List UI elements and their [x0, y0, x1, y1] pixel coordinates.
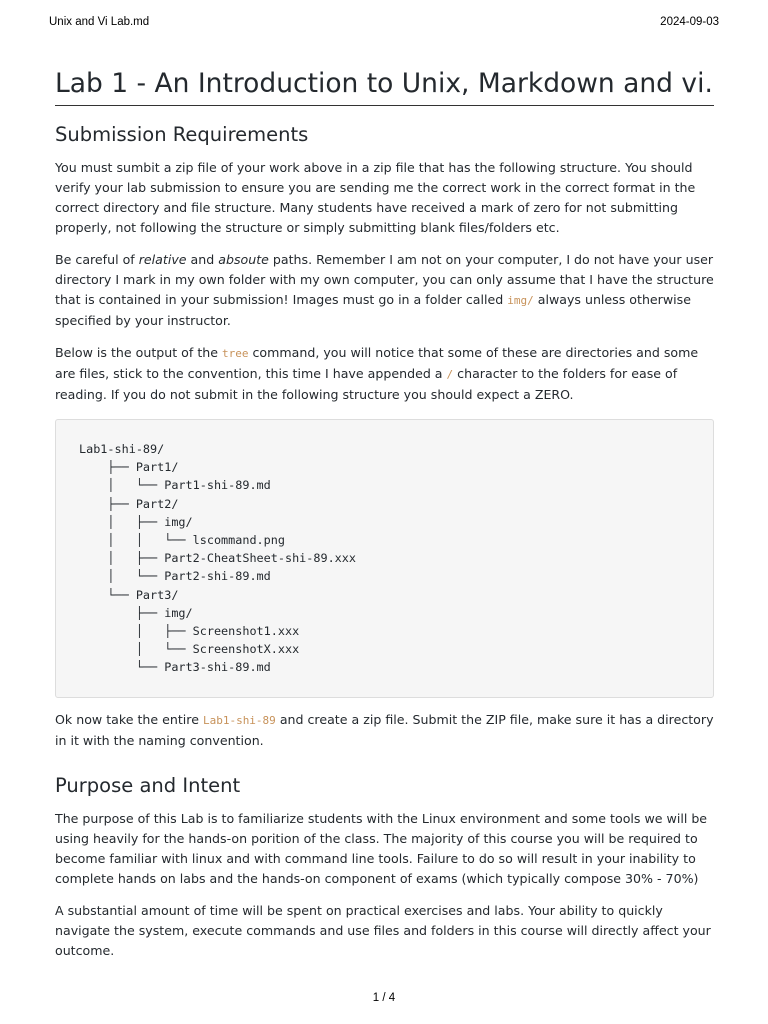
page-number: 1 / 4 [372, 992, 396, 1004]
print-header [49, 16, 719, 28]
text-run: and create a zip file. Submit the ZIP file, make sure it has a directory in it with the naming convention. [55, 711, 714, 748]
paragraph-submission-intro: You must sumbit a zip file of your work above in a zip file that has the following structure. You should verify your lab submission to ensure you are sending me the correct work in the correct format in the correct directory and file structure. Many students have received a mark of zero for not submitting properly, not following the structure or simply submitting blank files/folders etc. [55, 160, 696, 235]
text-run: Ok now take the entire [55, 711, 203, 727]
tree-line: └── Part3-shi-89.md [79, 660, 271, 675]
tree-line: ├── Part1/ [79, 460, 179, 475]
emphasis-relative: relative [138, 252, 187, 267]
tree-line: │ └── Part2-shi-89.md [79, 569, 271, 584]
page-title: Lab 1 - An Introduction to Unix, Markdown and vi. [55, 66, 714, 106]
paragraph-zip-instructions [55, 710, 714, 751]
section-heading-submission: Submission Requirements [55, 123, 309, 146]
paragraph-paths [55, 250, 714, 331]
tree-line: │ └── ScreenshotX.xxx [79, 642, 300, 657]
inline-code-tree: tree [221, 347, 249, 360]
text-run: always unless otherwise specified by your instructor. [55, 292, 691, 328]
text-run: Below is the output of the [55, 345, 222, 360]
tree-line: Lab1-shi-89/ [79, 442, 165, 456]
tree-line: ├── img/ [79, 605, 193, 620]
emphasis-absolute: absoute [218, 252, 269, 267]
text-run: paths. Remember I am not on your computer, I do not have your user directory I mark in my own folder with my own computer, you can only assume that I have the structure that is contained in your submission! Images must go in a folder called [55, 252, 714, 307]
tree-line: │ └── Part1-shi-89.md [79, 478, 271, 493]
inline-code-img: img/ [507, 294, 534, 307]
document-page [55, 66, 714, 961]
text-run: Be careful of [55, 252, 139, 267]
paragraph-practical: A substantial amount of time will be spent on practical exercises and labs. Your ability to quickly navigate the system, execute commands and use files and folders in this course will directly affect your outcome. [55, 902, 711, 958]
paragraph-tree-explanation [55, 343, 714, 405]
paragraph-purpose: The purpose of this Lab is to familiarize students with the Linux environment and some tools we will be using heavily for the hands-on porition of the class. The majority of this course you will be required to become familiar with linux and with command line tools. Failure to do so will result in your inability to complete hands on labs and the hands-on component of exams (which typically compose 30% - 70%) [55, 810, 708, 886]
code-block-tree [55, 419, 714, 698]
print-file-title: Unix and Vi Lab.md [49, 16, 150, 28]
inline-code-slash: / [446, 368, 454, 381]
tree-line: │ ├── img/ [79, 514, 193, 529]
text-run: and [186, 252, 219, 267]
text-run: command, you will notice that some of these are directories and some are files, stick to the convention, this time I have appended a [55, 345, 699, 381]
tree-line: ├── Part2/ [79, 496, 179, 511]
print-date: 2024-09-03 [660, 16, 719, 28]
tree-line: │ ├── Screenshot1.xxx [79, 624, 300, 639]
text-run: character to the folders for ease of reading. If you do not submit in the following structure you should expect a ZERO. [55, 366, 678, 402]
section-heading-purpose: Purpose and Intent [55, 773, 241, 797]
inline-code-lab-folder: Lab1-shi-89 [202, 713, 276, 727]
tree-line: └── Part3/ [79, 587, 179, 602]
tree-line: │ │ └── lscommand.png [79, 533, 285, 548]
tree-line: │ ├── Part2-CheatSheet-shi-89.xxx [79, 551, 356, 566]
